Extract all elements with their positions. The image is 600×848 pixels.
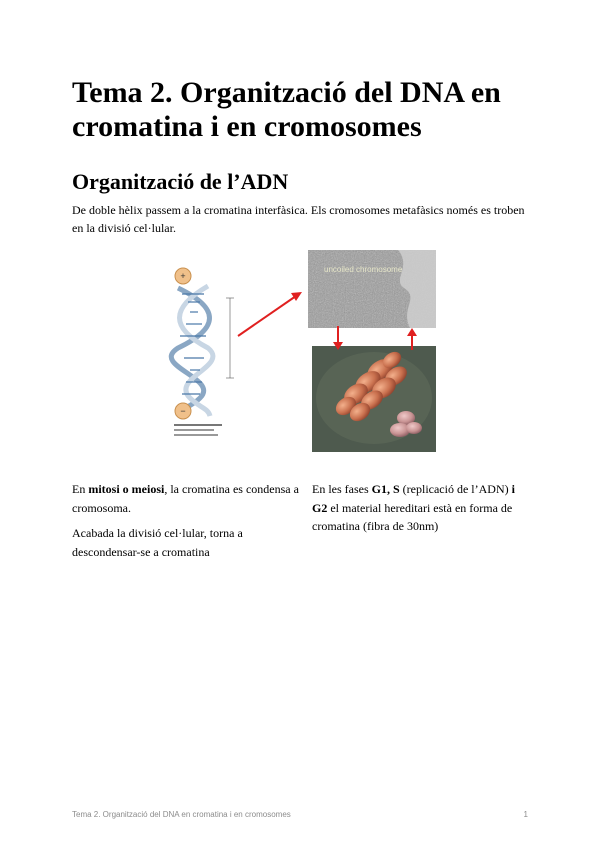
intro-paragraph: De doble hèlix passem a la cromatina interfàsica. Els cromosomes metafàsics només es troben en la divisió cel·lular. — [72, 203, 525, 235]
svg-text:+: + — [180, 271, 186, 281]
page-number: 1 — [523, 810, 528, 819]
text-run: En — [72, 482, 89, 496]
condensed-chromosome-image — [312, 346, 436, 452]
text-run: el material hereditari està en forma de cromatina (fibra de 30nm) — [312, 500, 513, 533]
bold-term: G1, S — [371, 482, 400, 496]
left-column — [72, 480, 300, 568]
right-column — [312, 480, 532, 543]
micrograph-label: uncoiled chromosome — [324, 265, 403, 274]
interphase-paragraph — [312, 480, 532, 536]
uncoiled-chromosome-micrograph — [308, 250, 436, 328]
section-heading: Organització de l’ADN — [72, 169, 289, 194]
footer-title: Tema 2. Organització del DNA en cromatina i en cromosomes — [72, 810, 291, 819]
chromatin-figure — [160, 248, 450, 454]
figure-illustration — [160, 248, 450, 454]
mitosis-paragraph — [72, 480, 300, 517]
page-footer — [72, 810, 528, 819]
text-run: (replicació de l’ADN) — [399, 482, 512, 496]
text-run: En les fases — [312, 482, 372, 496]
svg-text:−: − — [180, 406, 186, 416]
text-run: , la cromatina es condensa a cromosoma. — [72, 482, 299, 515]
page-title: Tema 2. Organització del DNA en cromatina i en cromosomes — [72, 76, 501, 143]
bold-term: i G2 — [312, 482, 515, 515]
dna-helix-diagram — [168, 258, 240, 438]
bold-term: mitosi o meiosi — [88, 482, 165, 496]
decondensation-paragraph: Acabada la divisió cel·lular, torna a descondensar-se a cromatina — [72, 526, 243, 559]
